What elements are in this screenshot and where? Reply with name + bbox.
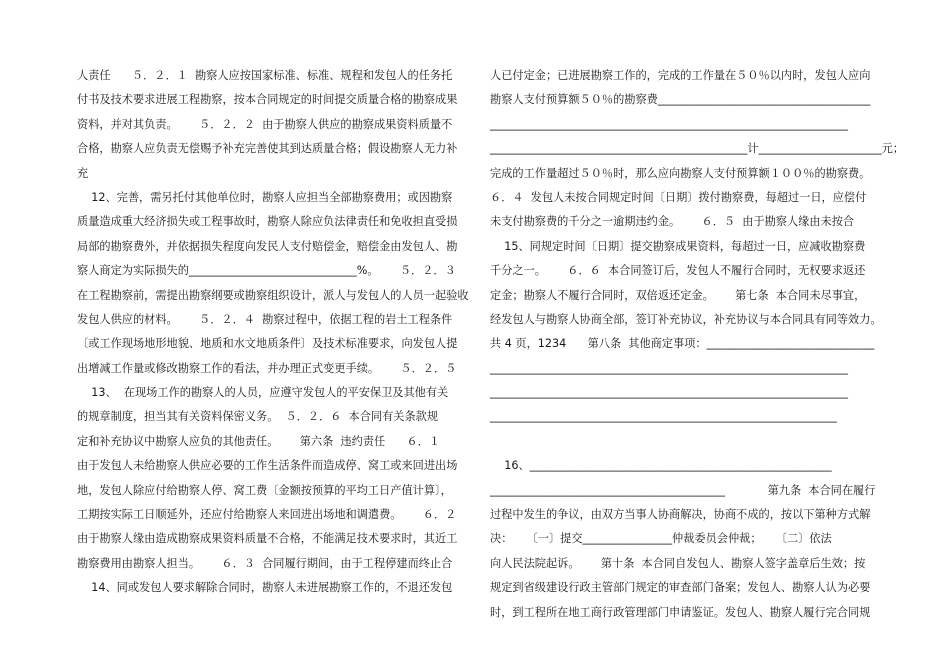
right-text-line: 决： 〔一〕提交________________仲裁委员会仲裁； 〔二〕依法	[490, 532, 832, 546]
left-text-line: 的规章制度，担当其有关资料保密义务。 ５．２．６ 本合同有关条款规	[77, 410, 439, 424]
right-text-line: ________________________________________________________________	[490, 361, 848, 375]
left-text-line: 12、完善，需另托付其他单位时，勘察人应担当全部勘察费用；或因勘察	[77, 190, 453, 204]
left-text-line: 地，发包人除应付给勘察人停、窝工费〔金额按预算的平均工日产值计算〕，	[77, 483, 452, 497]
left-text-line: 合格，勘察人应负责无偿赐予补充完善使其到达质量合格；假设勘察人无力补	[77, 142, 458, 156]
right-text-line: 16、______________________________________________________	[490, 459, 832, 473]
left-text-line: 资料，并对其负责。 ５．２．２ 由于勘察人供应的勘察成果资料质量不	[77, 117, 453, 131]
right-text-line: 勘察人支付预算额５０％的勘察费______________________________________	[490, 93, 871, 107]
right-text-line	[490, 430, 872, 454]
left-text-line: 出增减工作量或修改勘察工作的看法，并办理正式变更手续。 ５．２．５	[77, 361, 457, 375]
left-text-line: 13、 在现场工作的勘察人的人员，应遵守发包人的平安保卫及其他有关	[77, 386, 449, 400]
right-text-line: ________________________________________________________________	[490, 386, 848, 400]
right-text-line: 经发包人与勘察人协商全部，签订补充协议，补充协议与本合同具有同等效力。	[490, 312, 882, 326]
left-text-line: 勘察费用由勘察人担当。 ６．３ 合同履行期间，由于工程停建而终止合	[77, 556, 453, 570]
right-text-line: ６．４ 发包人未按合同规定时间〔日期〕拨付勘察费，每超过一日，应偿付	[490, 190, 867, 204]
right-text-line: 共 4 页，1234 第八条 其他商定事项：______________________________	[490, 337, 875, 351]
right-text-line: ______________________________________________________________	[490, 410, 837, 424]
right-text-line: ______________________________________________计______________________元；	[490, 142, 904, 156]
left-text-line: 付书及技术要求进展工程勘察，按本合同规定的时间提交质量合格的勘察成果	[77, 93, 458, 107]
right-text-line: 定金；勘察人不履行合同时，双倍返还定金。 第七条 本合同未尽事宜，	[490, 288, 866, 302]
left-text-line: 在工程勘察前，需提出勘察纲要或勘察组织设计，派人与发包人的人员一起验收	[77, 288, 469, 302]
left-text-line: 发包人供应的材料。 ５．２．４ 勘察过程中，依据工程的岩土工程条件	[77, 312, 453, 326]
right-text-line: __________________________________________ 第九条 本合同在履行	[490, 483, 876, 497]
left-text-line: 〔或工作现场地形地貌、地质和水文地质条件〕及技术标准要求，向发包人提	[77, 337, 458, 351]
left-text-line: 质量造成重大经济损失或工程事故时，勘察人除应负法律责任和免收担直受损	[77, 215, 458, 229]
right-text-line: 完成的工作量超过５０％时，那么应向勘察人支付预算额１００％的勘察费。	[490, 166, 871, 180]
left-text-column	[77, 64, 469, 601]
left-text-line: 由于勘察人缘由造成勘察成果资料质量不合格，不能满足技术要求时，其近工	[77, 532, 458, 546]
right-text-line: 未支付勘察费的千分之一逾期违约金。 ６．５ 由于勘察人缘由未按合	[490, 215, 855, 229]
left-text-line: 充	[77, 166, 89, 180]
right-text-line: 人已付定金；已进展勘察工作的，完成的工作量在５０％以内时，发包人应向	[490, 69, 871, 82]
left-text-line: 人责任 ５．２．１ 勘察人应按国家标准、标准、规程和发包人的任务托	[77, 69, 453, 82]
left-text-line: 定和补充协议中勘察人应负的其他责任。 第六条 违约责任 ６．１	[77, 434, 441, 448]
right-text-column	[490, 64, 904, 625]
right-text-line: 15、同规定时间〔日期〕提交勘察成果资料，每超过一日，应减收勘察费	[490, 239, 866, 253]
left-text-line: 由于发包人未给勘察人供应必要的工作生活条件而造成停、窝工或来回进出场	[77, 459, 458, 473]
right-text-line: ________________________________________________________________	[490, 117, 848, 131]
left-text-line: 工期按实际工日顺延外，还应付给勘察人来回进出场地和调遣费。 ６．２	[77, 508, 457, 522]
left-text-line: 局部的勘察费外，并依据损失程度向发民人支付赔偿金，赔偿金由发包人、勘	[77, 239, 458, 253]
right-text-line: 规定到省级建设行政主管部门规定的审查部门备案；发包人、勘察人认为必要	[490, 581, 871, 595]
right-text-line: 千分之一。 ６．６ 本合同签订后，发包人不履行合同时，无权要求返还	[490, 264, 866, 278]
left-text-line: 14、同或发包人要求解除合同时，勘察人未进展勘察工作的，不退还发包	[77, 581, 453, 595]
left-text-line: 察人商定为实际损失的______________________________%。 ５．２．３	[77, 264, 456, 278]
right-text-line: 向人民法院起诉。 第十条 本合同自发包人、勘察人签字盖章后生效；按	[490, 556, 866, 570]
right-text-line: 时，到工程所在地工商行政管理部门申请鉴证。发包人、勘察人履行完合同规	[490, 605, 871, 619]
right-text-line: 过程中发生的争议，由双方当事人协商解决，协商不成的，按以下第种方式解	[490, 508, 871, 522]
